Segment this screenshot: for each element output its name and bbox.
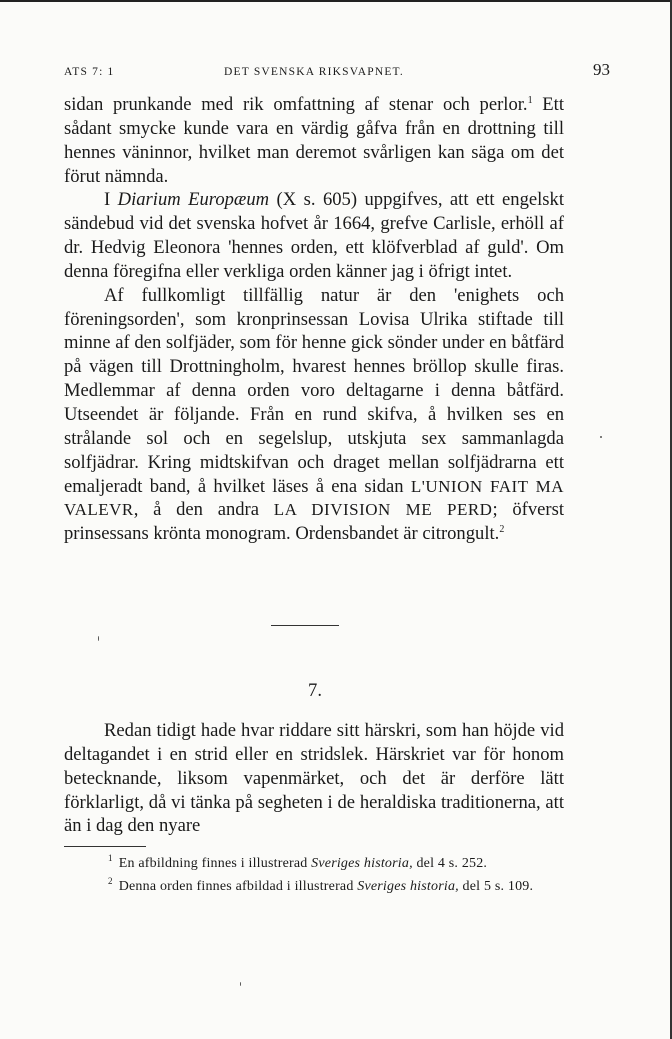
paragraph-4: Redan tidigt hade hvar riddare sitt härskri, som han höjde vid deltagandet i en strid eller en stridslek. Härskriet var för honom betecknande, liksom vapenmärket, och det är derföre lätt förklarligt, då vi tänka på segheten i de heraldiska traditionerna, att än i dag den nyare xyxy=(64,720,564,837)
section-separator xyxy=(271,625,339,626)
footnotes xyxy=(64,852,564,898)
footnote-ref-2: 2 xyxy=(499,524,505,535)
motto-division: LA DIVISION ME PERD xyxy=(273,500,493,520)
running-header xyxy=(64,60,610,84)
paragraph-3 xyxy=(64,284,564,546)
paper-speck xyxy=(240,982,241,986)
paragraph-2 xyxy=(64,188,564,283)
footnote-1 xyxy=(64,852,564,875)
page-number: 93 xyxy=(593,60,610,79)
footnote-1-title: Sveriges historia, xyxy=(311,856,413,871)
paragraph-1-line1: sidan prunkande med rik omfattning af stenar och perlor. xyxy=(64,94,528,115)
diarium-title: Diarium Europæum xyxy=(117,189,270,211)
footnote-2-mark: 2 xyxy=(108,876,113,887)
header-title: DET SVENSKA RIKSVAPNET. xyxy=(224,66,404,78)
footnote-2-after: del 5 s. 109. xyxy=(458,879,534,894)
motto-union: L'UNION FAIT MA VALEVR xyxy=(64,476,565,520)
footnote-1-before: En afbildning finnes i illustrerad xyxy=(118,856,312,871)
section-7-text xyxy=(64,719,564,838)
paragraph-3-mid: , å den andra xyxy=(133,499,274,521)
paragraph-1 xyxy=(64,93,564,188)
paper-speck xyxy=(98,636,99,641)
paragraph-2-before: I xyxy=(104,189,118,211)
footnote-2 xyxy=(64,875,564,898)
paper-speck xyxy=(600,436,602,438)
footnote-1-after: del 4 s. 252. xyxy=(412,856,488,871)
header-signature: ATS 7: 1 xyxy=(64,66,115,78)
section-number: 7. xyxy=(308,680,322,701)
page-edge-top xyxy=(0,0,672,2)
paragraph-3-text: Af fullkomligt tillfällig natur är den 'enighets och föreningsorden', som kronprinsessan Lovisa Ulrika stiftade till minne af den solfjäder, som för henne gick sönder under en båtfärd på vägen till Drottningholm, hvarest hennes bröllop skulle firas. Medlemmar af denna orden voro deltagarne i denna båtfärd. Utseendet är följande. Från en rund skifva, å hvilken ses en strålande sol och en segelslup, utskjuta sex sammanlagda solfjädrar. Kring midtskifvan och draget mellan solfjädrarna ett emaljeradt band, å hvilket läses å ena sidan xyxy=(64,284,564,497)
paragraph-3-end: ; öfverst prinsessans krönta monogram. Ordensbandet är citrongult. xyxy=(64,499,564,545)
footnote-ref-1: 1 xyxy=(527,94,533,106)
footnote-rule xyxy=(64,846,146,847)
main-text xyxy=(64,93,564,546)
footnote-1-mark: 1 xyxy=(108,853,113,864)
footnote-2-before: Denna orden finnes afbildad i illustrerad xyxy=(118,879,358,894)
paragraph-1-rest: Ett sådant smycke kunde vara en värdig gåfva från en drottning till hennes väninnor, hvilket man deremot svårligen kan säga om det förut nämnda. xyxy=(64,94,564,187)
footnote-2-title: Sveriges historia, xyxy=(357,879,459,894)
paragraph-2-after: (X s. 605) uppgifves, att ett engelskt sändebud vid det svenska hofvet år 1664, grefve Carlisle, erhöll af dr. Hedvig Eleonora 'hennes orden, ett klöfverblad af guld'. Om denna föregifna eller verkliga orden känner jag i öfrigt intet. xyxy=(64,189,564,282)
